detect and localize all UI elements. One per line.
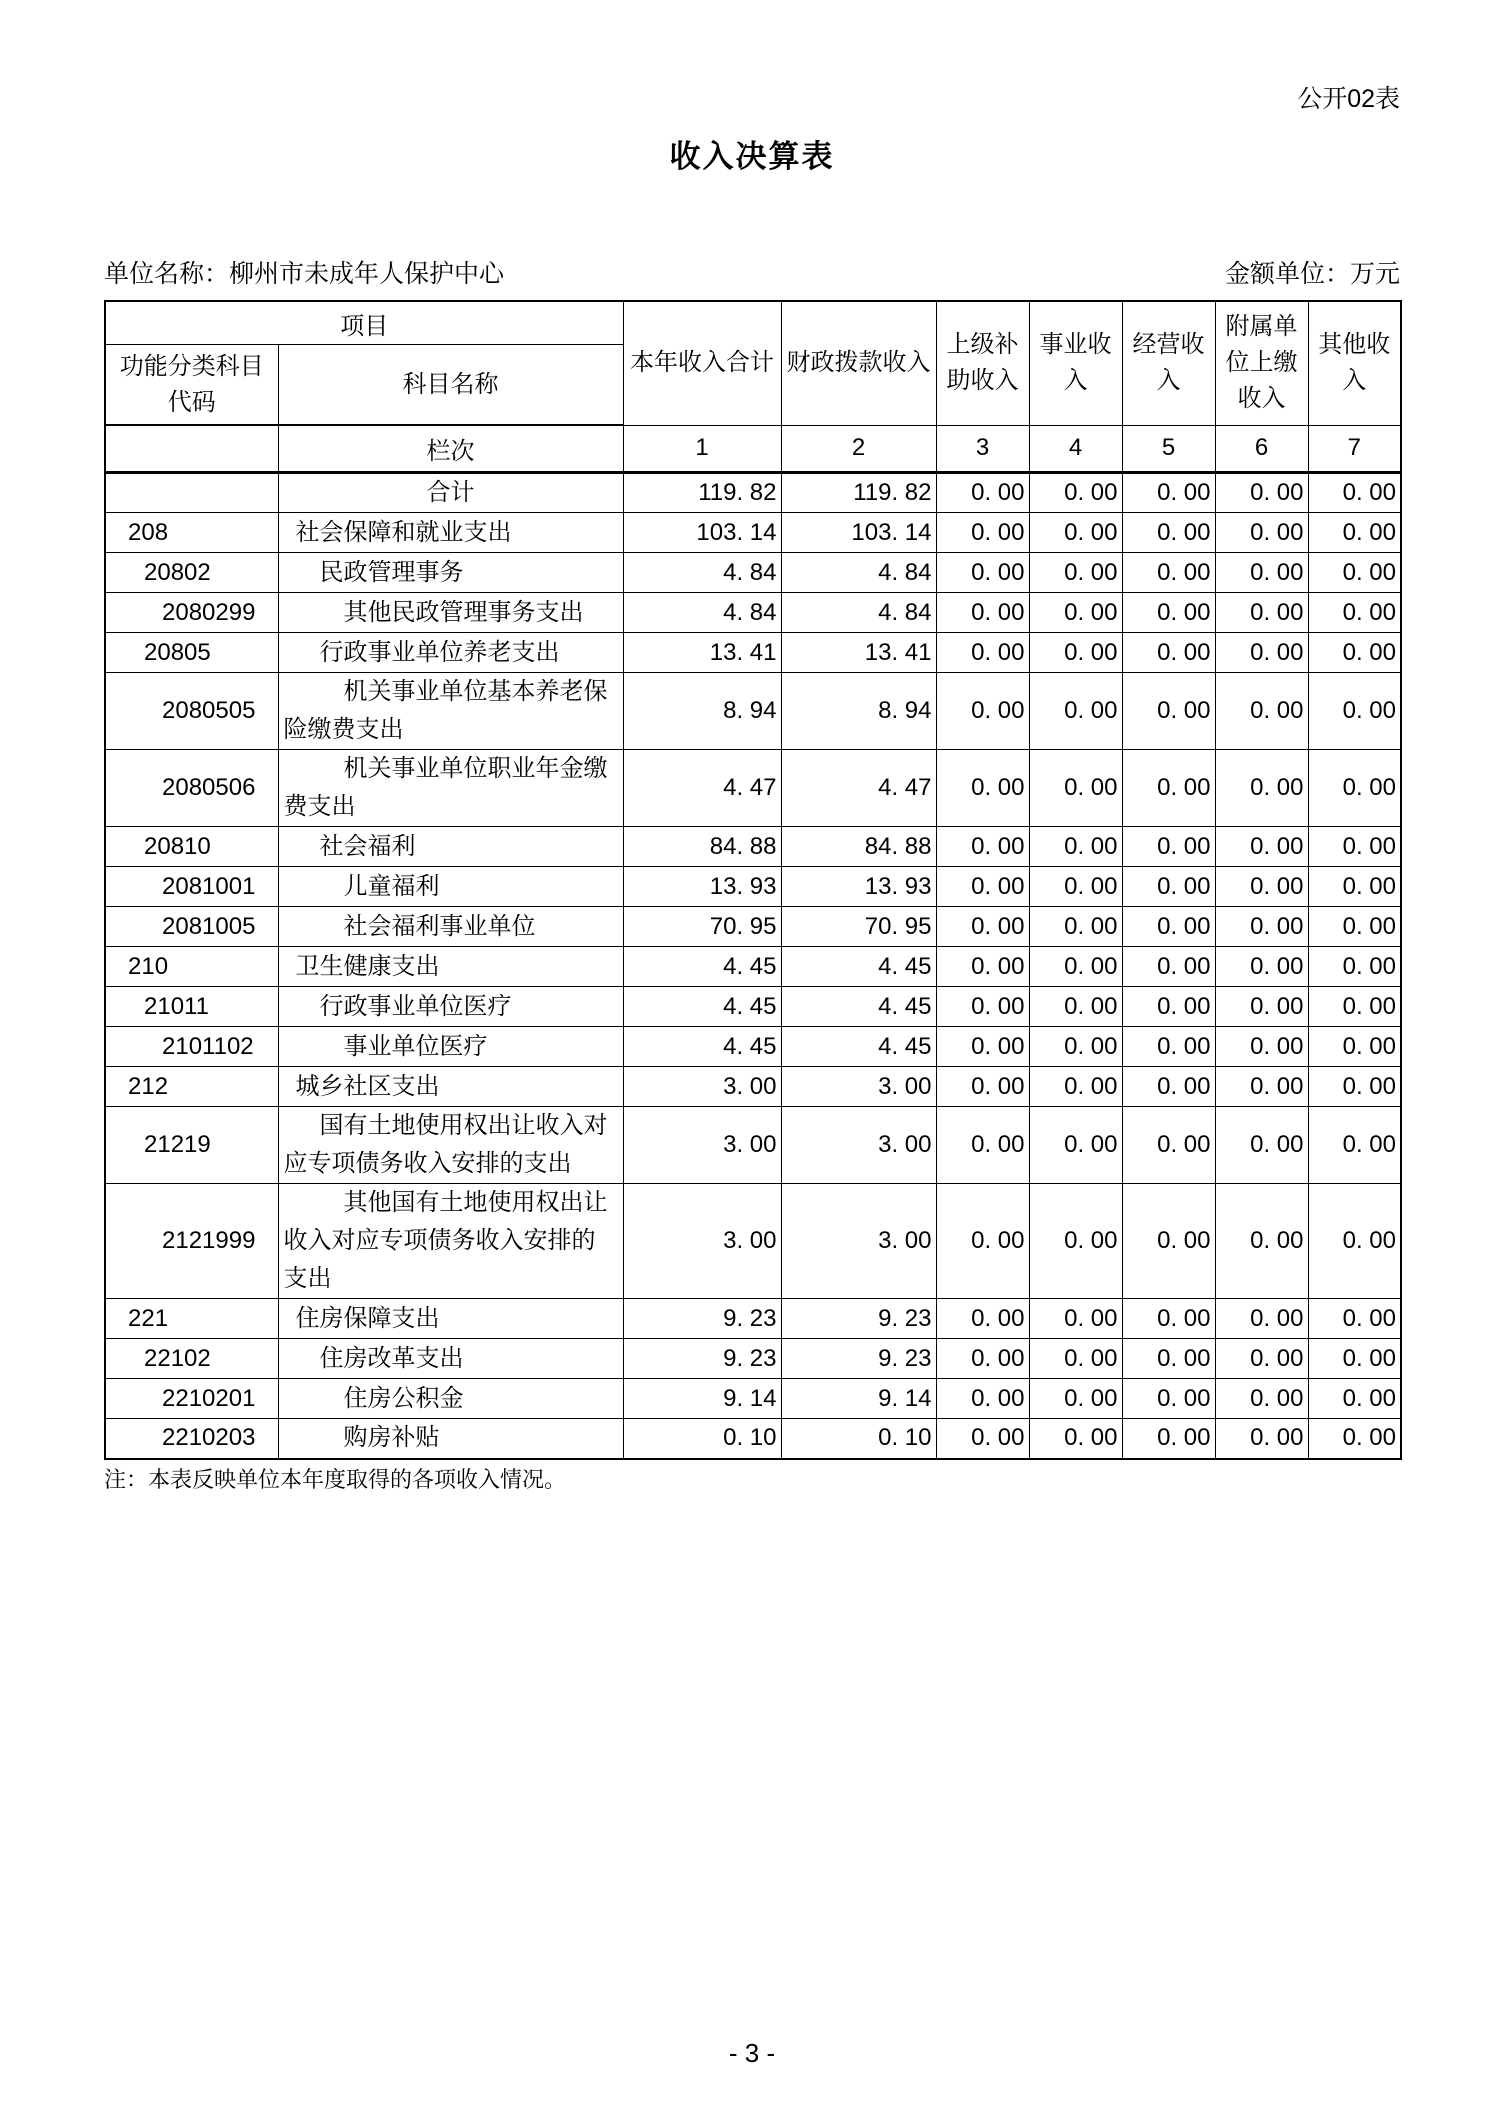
table-row — [105, 1339, 1401, 1379]
table-row — [105, 1299, 1401, 1339]
row-value: 0. 00 — [1029, 513, 1122, 553]
row-value: 0. 00 — [1029, 1184, 1122, 1299]
income-table — [104, 300, 1402, 1460]
row-value: 0. 00 — [1215, 907, 1308, 947]
row-subject-name: 城乡社区支出 — [278, 1067, 623, 1107]
row-value: 4. 45 — [781, 947, 936, 987]
column-number-5: 5 — [1122, 425, 1215, 473]
row-code: 2121999 — [105, 1184, 278, 1299]
lanci-empty-cell — [105, 425, 278, 473]
row-subject-name: 事业单位医疗 — [278, 1027, 623, 1067]
row-code: 20805 — [105, 633, 278, 673]
row-value: 3. 00 — [781, 1107, 936, 1184]
row-value: 0. 00 — [1029, 1419, 1122, 1459]
table-row — [105, 987, 1401, 1027]
header-project: 项目 — [105, 301, 623, 345]
table-note: 注：本表反映单位本年度取得的各项收入情况。 — [104, 1466, 567, 1492]
row-value: 70. 95 — [781, 907, 936, 947]
row-value: 0. 00 — [1029, 473, 1122, 513]
row-subject-name: 住房保障支出 — [278, 1299, 623, 1339]
row-value: 0. 00 — [1308, 1107, 1401, 1184]
row-value: 0. 00 — [936, 1027, 1029, 1067]
table-row — [105, 1184, 1401, 1299]
row-value: 13. 41 — [781, 633, 936, 673]
row-value: 4. 45 — [781, 987, 936, 1027]
row-code: 20802 — [105, 553, 278, 593]
column-index-row — [105, 425, 1401, 473]
row-code — [105, 473, 278, 513]
row-code: 2210203 — [105, 1419, 278, 1459]
row-value: 0. 00 — [1308, 1027, 1401, 1067]
row-code: 2080299 — [105, 593, 278, 633]
row-value: 3. 00 — [623, 1067, 781, 1107]
row-value: 0. 00 — [1029, 593, 1122, 633]
page-content — [104, 0, 1400, 1495]
row-value: 0. 00 — [936, 473, 1029, 513]
row-value: 0. 00 — [1308, 1419, 1401, 1459]
row-subject-name: 行政事业单位养老支出 — [278, 633, 623, 673]
table-row — [105, 1379, 1401, 1419]
row-value: 13. 93 — [781, 867, 936, 907]
table-row — [105, 947, 1401, 987]
row-value: 0. 00 — [1029, 987, 1122, 1027]
row-value: 0. 00 — [1215, 987, 1308, 1027]
row-value: 0. 00 — [1122, 673, 1215, 750]
row-subject-name: 住房公积金 — [278, 1379, 623, 1419]
row-value: 0. 00 — [1215, 1339, 1308, 1379]
row-value: 0. 00 — [1308, 1339, 1401, 1379]
row-value: 0. 00 — [1029, 1107, 1122, 1184]
row-subject-name: 住房改革支出 — [278, 1339, 623, 1379]
row-value: 0. 00 — [1122, 867, 1215, 907]
row-value: 4. 47 — [781, 750, 936, 827]
row-value: 0. 00 — [1122, 1027, 1215, 1067]
row-value: 9. 23 — [781, 1299, 936, 1339]
row-value: 0. 00 — [1029, 947, 1122, 987]
column-number-3: 3 — [936, 425, 1029, 473]
row-subject-name: 其他民政管理事务支出 — [278, 593, 623, 633]
row-value: 0. 00 — [1215, 827, 1308, 867]
row-value: 0. 00 — [1029, 907, 1122, 947]
header-col-fiscal-appropriation: 财政拨款收入 — [781, 301, 936, 425]
row-value: 0. 00 — [936, 1379, 1029, 1419]
row-value: 0. 00 — [1029, 1339, 1122, 1379]
row-value: 0. 00 — [1215, 1027, 1308, 1067]
row-value: 0. 00 — [936, 907, 1029, 947]
row-value: 0. 00 — [1308, 907, 1401, 947]
table-row — [105, 1419, 1401, 1459]
row-value: 0. 00 — [1122, 513, 1215, 553]
row-subject-name: 机关事业单位职业年金缴费支出 — [278, 750, 623, 827]
row-value: 0. 00 — [1122, 1067, 1215, 1107]
column-number-6: 6 — [1215, 425, 1308, 473]
row-subject-name: 社会福利 — [278, 827, 623, 867]
row-value: 84. 88 — [623, 827, 781, 867]
table-row — [105, 750, 1401, 827]
row-value: 0. 00 — [1029, 867, 1122, 907]
row-value: 0. 00 — [1122, 907, 1215, 947]
table-row — [105, 1067, 1401, 1107]
row-code: 2080505 — [105, 673, 278, 750]
row-value: 0. 00 — [936, 1299, 1029, 1339]
row-value: 9. 23 — [623, 1339, 781, 1379]
table-row — [105, 513, 1401, 553]
row-value: 0. 00 — [1122, 750, 1215, 827]
row-value: 0. 00 — [1029, 750, 1122, 827]
row-value: 4. 45 — [623, 1027, 781, 1067]
row-value: 0. 00 — [1215, 513, 1308, 553]
row-value: 4. 47 — [623, 750, 781, 827]
row-value: 119. 82 — [623, 473, 781, 513]
row-value: 0. 00 — [1215, 1419, 1308, 1459]
row-value: 0. 00 — [1215, 1107, 1308, 1184]
row-subject-name: 民政管理事务 — [278, 553, 623, 593]
row-value: 0. 00 — [936, 1107, 1029, 1184]
lanci-label: 栏次 — [278, 425, 623, 473]
header-col-business-income: 事业收入 — [1029, 301, 1122, 425]
row-value: 0. 00 — [1122, 553, 1215, 593]
header-subject-name-label: 科目名称 — [278, 345, 623, 426]
header-function-code-label: 功能分类科目代码 — [105, 345, 278, 426]
row-value: 0. 00 — [1215, 750, 1308, 827]
row-value: 0. 00 — [1215, 673, 1308, 750]
row-value: 0. 00 — [1029, 1027, 1122, 1067]
row-code: 20810 — [105, 827, 278, 867]
table-row — [105, 1107, 1401, 1184]
row-value: 0. 00 — [1215, 633, 1308, 673]
row-subject-name: 其他国有土地使用权出让收入对应专项债务收入安排的支出 — [278, 1184, 623, 1299]
row-value: 0. 00 — [1122, 593, 1215, 633]
row-value: 0. 00 — [1029, 1067, 1122, 1107]
row-value: 0. 00 — [1308, 947, 1401, 987]
row-value: 0. 00 — [1122, 473, 1215, 513]
row-value: 3. 00 — [623, 1184, 781, 1299]
row-value: 0. 00 — [936, 513, 1029, 553]
row-value: 0. 00 — [936, 633, 1029, 673]
row-code: 221 — [105, 1299, 278, 1339]
row-value: 0. 00 — [1215, 553, 1308, 593]
row-subject-name: 合计 — [278, 473, 623, 513]
row-value: 119. 82 — [781, 473, 936, 513]
row-value: 0. 00 — [936, 673, 1029, 750]
row-value: 0. 00 — [1308, 987, 1401, 1027]
row-subject-name: 机关事业单位基本养老保险缴费支出 — [278, 673, 623, 750]
row-value: 4. 84 — [623, 593, 781, 633]
row-value: 0. 00 — [1308, 827, 1401, 867]
column-number-2: 2 — [781, 425, 936, 473]
row-subject-name: 社会福利事业单位 — [278, 907, 623, 947]
row-subject-name: 行政事业单位医疗 — [278, 987, 623, 1027]
row-value: 84. 88 — [781, 827, 936, 867]
meta-row — [104, 258, 1400, 290]
row-value: 3. 00 — [781, 1184, 936, 1299]
table-row — [105, 673, 1401, 750]
row-value: 9. 14 — [781, 1379, 936, 1419]
row-value: 13. 93 — [623, 867, 781, 907]
column-number-7: 7 — [1308, 425, 1401, 473]
row-value: 0. 00 — [936, 1339, 1029, 1379]
row-code: 2080506 — [105, 750, 278, 827]
row-value: 0. 00 — [1308, 1184, 1401, 1299]
table-row — [105, 827, 1401, 867]
row-code: 2210201 — [105, 1379, 278, 1419]
row-code: 22102 — [105, 1339, 278, 1379]
row-value: 0. 00 — [936, 867, 1029, 907]
row-value: 0. 00 — [1308, 473, 1401, 513]
header-col-other-income: 其他收入 — [1308, 301, 1401, 425]
header-col-affiliated-unit-income: 附属单位上缴收入 — [1215, 301, 1308, 425]
row-code: 2081001 — [105, 867, 278, 907]
row-code: 21011 — [105, 987, 278, 1027]
row-value: 0. 00 — [936, 553, 1029, 593]
row-value: 4. 84 — [623, 553, 781, 593]
row-value: 0. 00 — [1308, 1299, 1401, 1339]
row-value: 0. 00 — [1029, 1299, 1122, 1339]
row-value: 0. 00 — [1122, 1184, 1215, 1299]
row-code: 21219 — [105, 1107, 278, 1184]
table-row — [105, 867, 1401, 907]
header-col-total-income: 本年收入合计 — [623, 301, 781, 425]
table-row — [105, 473, 1401, 513]
table-row — [105, 1027, 1401, 1067]
row-value: 0. 00 — [1029, 827, 1122, 867]
row-value: 0. 00 — [1308, 1379, 1401, 1419]
row-value: 0. 00 — [1308, 750, 1401, 827]
row-value: 0. 00 — [936, 947, 1029, 987]
row-value: 103. 14 — [781, 513, 936, 553]
row-value: 0. 00 — [1215, 947, 1308, 987]
row-value: 0. 00 — [1308, 867, 1401, 907]
page-number: - 3 - — [728, 2038, 776, 2068]
row-value: 0. 00 — [936, 987, 1029, 1027]
row-value: 0. 00 — [1308, 553, 1401, 593]
row-value: 0. 00 — [1215, 593, 1308, 633]
row-value: 0. 00 — [936, 750, 1029, 827]
row-value: 0. 00 — [1122, 947, 1215, 987]
row-value: 0. 00 — [1029, 633, 1122, 673]
row-value: 4. 45 — [623, 947, 781, 987]
row-code: 2081005 — [105, 907, 278, 947]
row-value: 0. 00 — [1122, 987, 1215, 1027]
row-subject-name: 儿童福利 — [278, 867, 623, 907]
table-row — [105, 907, 1401, 947]
row-value: 8. 94 — [623, 673, 781, 750]
row-value: 0. 00 — [1122, 827, 1215, 867]
row-value: 0. 00 — [1122, 1299, 1215, 1339]
row-value: 0. 00 — [936, 1184, 1029, 1299]
row-value: 0. 00 — [1122, 1339, 1215, 1379]
header-row-project — [105, 301, 1401, 345]
row-value: 0. 00 — [1215, 1184, 1308, 1299]
row-subject-name: 社会保障和就业支出 — [278, 513, 623, 553]
row-subject-name: 国有土地使用权出让收入对应专项债务收入安排的支出 — [278, 1107, 623, 1184]
row-value: 0. 10 — [781, 1419, 936, 1459]
row-value: 0. 00 — [1122, 1107, 1215, 1184]
row-value: 0. 00 — [1215, 1067, 1308, 1107]
row-subject-name: 购房补贴 — [278, 1419, 623, 1459]
row-value: 0. 00 — [936, 593, 1029, 633]
row-value: 4. 84 — [781, 553, 936, 593]
row-value: 0. 00 — [1122, 1419, 1215, 1459]
column-number-4: 4 — [1029, 425, 1122, 473]
row-value: 9. 23 — [623, 1299, 781, 1339]
header-col-superior-subsidy: 上级补助收入 — [936, 301, 1029, 425]
row-value: 0. 00 — [1215, 1379, 1308, 1419]
row-value: 0. 00 — [936, 1419, 1029, 1459]
row-value: 0. 10 — [623, 1419, 781, 1459]
row-value: 0. 00 — [936, 1067, 1029, 1107]
row-value: 9. 14 — [623, 1379, 781, 1419]
row-value: 9. 23 — [781, 1339, 936, 1379]
row-value: 0. 00 — [1122, 633, 1215, 673]
form-code-label: 公开02表 — [1297, 85, 1400, 113]
row-value: 0. 00 — [1308, 673, 1401, 750]
row-code: 208 — [105, 513, 278, 553]
row-value: 103. 14 — [623, 513, 781, 553]
row-value: 0. 00 — [1029, 673, 1122, 750]
row-value: 0. 00 — [1308, 633, 1401, 673]
row-value: 0. 00 — [1215, 867, 1308, 907]
row-code: 2101102 — [105, 1027, 278, 1067]
row-value: 0. 00 — [1215, 1299, 1308, 1339]
row-value: 0. 00 — [1029, 553, 1122, 593]
column-number-1: 1 — [623, 425, 781, 473]
row-value: 3. 00 — [781, 1067, 936, 1107]
row-subject-name: 卫生健康支出 — [278, 947, 623, 987]
page-title: 收入决算表 — [669, 139, 835, 174]
row-value: 4. 45 — [623, 987, 781, 1027]
header-col-operating-income: 经营收入 — [1122, 301, 1215, 425]
unit-name-label: 单位名称：柳州市未成年人保护中心 — [104, 260, 505, 288]
row-value: 3. 00 — [623, 1107, 781, 1184]
amount-unit-label: 金额单位：万元 — [1224, 260, 1400, 288]
row-value: 4. 84 — [781, 593, 936, 633]
row-value: 0. 00 — [1029, 1379, 1122, 1419]
row-value: 8. 94 — [781, 673, 936, 750]
table-row — [105, 633, 1401, 673]
row-code: 210 — [105, 947, 278, 987]
row-value: 70. 95 — [623, 907, 781, 947]
table-row — [105, 553, 1401, 593]
row-value: 4. 45 — [781, 1027, 936, 1067]
row-value: 13. 41 — [623, 633, 781, 673]
row-value: 0. 00 — [1308, 1067, 1401, 1107]
table-row — [105, 593, 1401, 633]
row-value: 0. 00 — [1308, 593, 1401, 633]
row-value: 0. 00 — [936, 827, 1029, 867]
row-value: 0. 00 — [1215, 473, 1308, 513]
row-value: 0. 00 — [1308, 513, 1401, 553]
row-value: 0. 00 — [1122, 1379, 1215, 1419]
row-code: 212 — [105, 1067, 278, 1107]
